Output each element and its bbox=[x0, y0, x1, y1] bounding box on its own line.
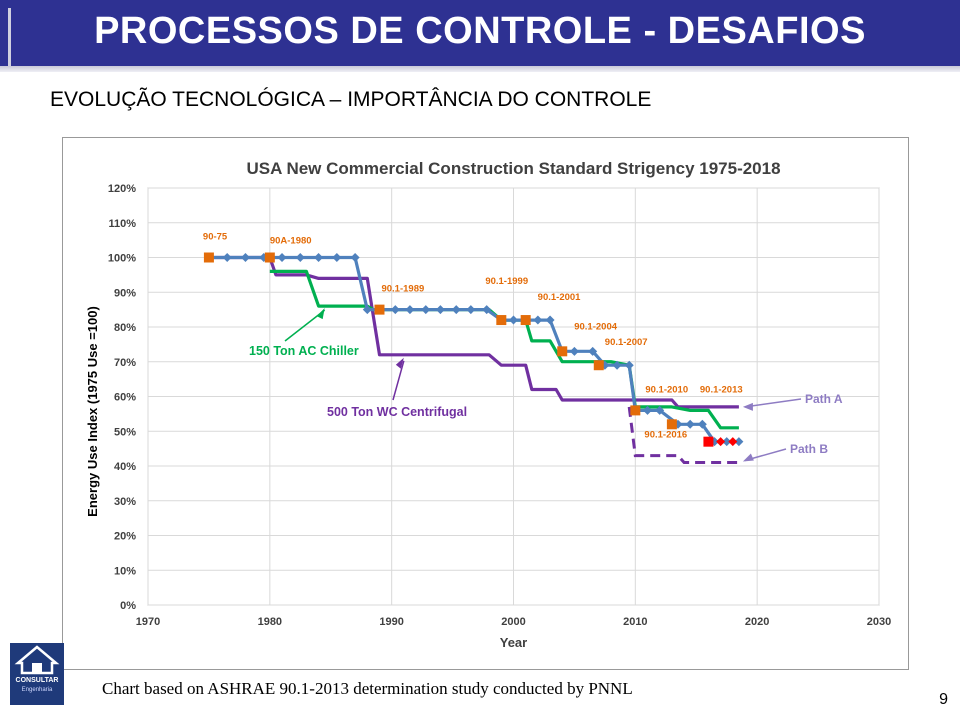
standard-marker bbox=[594, 360, 604, 370]
y-tick-label: 30% bbox=[113, 495, 136, 508]
annotation-path-a: Path A bbox=[805, 392, 843, 406]
standard-marker bbox=[630, 405, 640, 415]
standard-label: 90.1-2010 bbox=[645, 384, 689, 396]
annotation-ac-chiller: 150 Ton AC Chiller bbox=[249, 344, 359, 358]
y-tick-label: 0% bbox=[120, 600, 136, 612]
y-tick-label: 50% bbox=[113, 426, 136, 439]
standard-label: 90.1-2001 bbox=[537, 292, 581, 304]
company-logo bbox=[10, 643, 64, 705]
chart-frame bbox=[62, 137, 909, 670]
standard-marker bbox=[374, 305, 384, 315]
slide-subtitle: EVOLUÇÃO TECNOLÓGICA – IMPORTÂNCIA DO CONTROLE bbox=[50, 88, 652, 111]
y-tick-label: 100% bbox=[107, 252, 136, 265]
standard-marker bbox=[557, 346, 567, 356]
y-tick-label: 60% bbox=[113, 391, 136, 404]
standard-label: 90.1-1999 bbox=[485, 276, 529, 288]
y-axis-label: Energy Use Index (1975 Use =100) bbox=[85, 306, 100, 517]
energy-use-chart bbox=[63, 138, 908, 669]
y-tick-label: 20% bbox=[113, 530, 136, 543]
standard-marker bbox=[703, 437, 713, 447]
standard-label: 90.1-1989 bbox=[381, 283, 425, 295]
y-tick-label: 40% bbox=[113, 461, 136, 473]
standard-marker bbox=[521, 315, 531, 325]
x-tick-label: 2010 bbox=[623, 616, 648, 628]
standard-label: 90-75 bbox=[202, 231, 228, 243]
standard-marker bbox=[204, 253, 214, 263]
standard-label: 90.1-2013 bbox=[699, 384, 743, 396]
y-tick-label: 90% bbox=[113, 287, 136, 300]
standard-marker bbox=[667, 419, 677, 429]
y-tick-label: 110% bbox=[108, 217, 136, 230]
logo-subtext: Engenharia bbox=[21, 687, 53, 693]
x-tick-label: 2020 bbox=[744, 616, 770, 628]
y-tick-label: 70% bbox=[113, 356, 136, 369]
chart-title: USA New Commercial Construction Standard Strigency 1975-2018 bbox=[246, 159, 781, 178]
y-tick-label: 120% bbox=[107, 183, 136, 195]
standard-marker bbox=[265, 253, 275, 263]
standard-label: 90A-1980 bbox=[269, 235, 312, 247]
house-logo-icon bbox=[10, 643, 64, 675]
standard-label: 90.1-2007 bbox=[604, 337, 648, 349]
y-tick-label: 10% bbox=[113, 565, 136, 578]
slide-title: PROCESSOS DE CONTROLE - DESAFIOS bbox=[94, 10, 866, 52]
standard-label: 90.1-2004 bbox=[574, 321, 618, 333]
x-tick-label: 2030 bbox=[866, 616, 892, 628]
x-tick-label: 2000 bbox=[501, 616, 526, 628]
chart-caption: Chart based on ASHRAE 90.1-2013 determination study conducted by PNNL bbox=[102, 679, 633, 698]
standard-marker bbox=[496, 315, 506, 325]
page-number: 9 bbox=[939, 691, 948, 708]
x-tick-label: 1990 bbox=[379, 616, 404, 628]
annotation-wc-centrifugal: 500 Ton WC Centrifugal bbox=[327, 405, 468, 419]
annotation-path-b: Path B bbox=[790, 442, 829, 456]
x-tick-label: 1970 bbox=[135, 616, 161, 628]
x-tick-label: 1980 bbox=[257, 616, 283, 628]
standard-label: 90.1-2016 bbox=[644, 429, 688, 441]
x-axis-label: Year bbox=[499, 635, 528, 650]
banner-stripe bbox=[0, 66, 960, 72]
y-tick-label: 80% bbox=[113, 322, 136, 334]
logo-text: CONSULTAR bbox=[15, 677, 59, 684]
